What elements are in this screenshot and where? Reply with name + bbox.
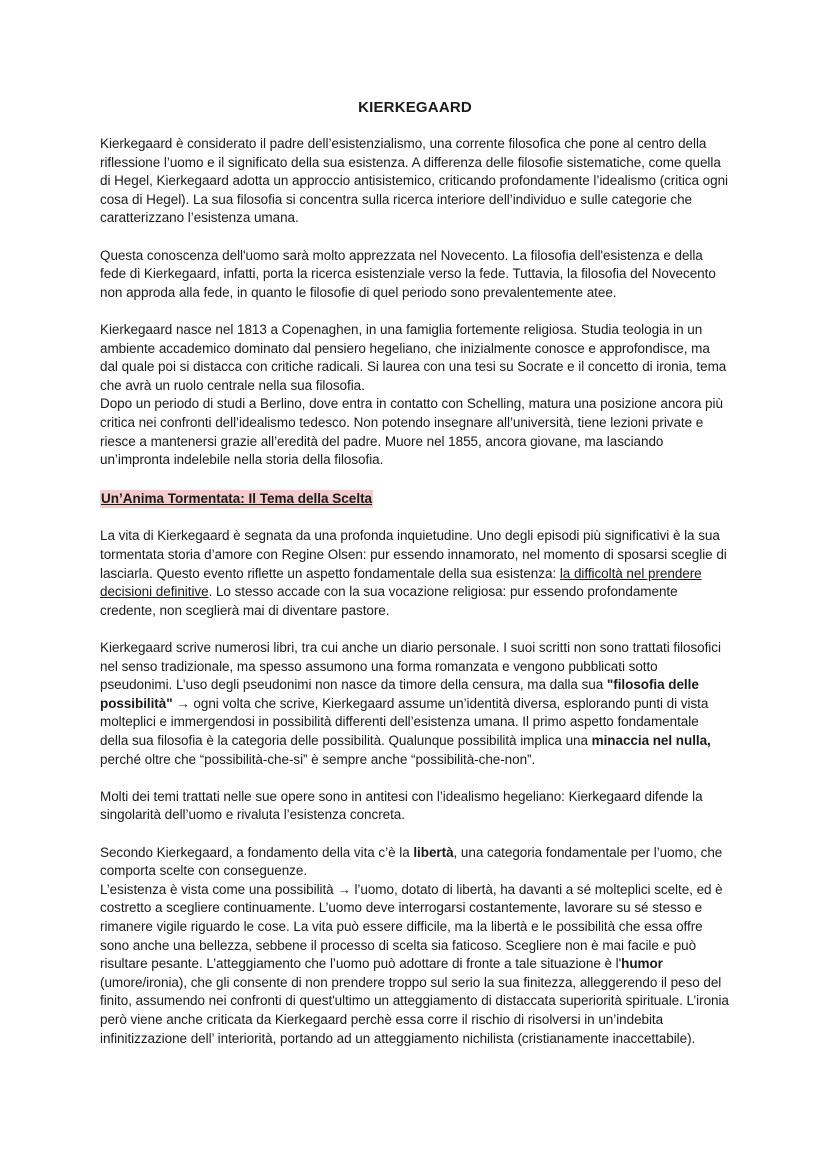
bold-phrase-filosofia-possibilita: "filosofia delle possibilità" bbox=[100, 677, 699, 711]
page-title: KIERKEGAARD bbox=[358, 99, 472, 116]
text-run: Secondo Kierkegaard, a fondamento della vita c’è la bbox=[100, 844, 414, 860]
bold-word-humor: humor bbox=[621, 956, 663, 972]
text-run: , una categoria fondamentale per l’uomo, che comporta scelte con conseguenze. bbox=[100, 844, 723, 879]
paragraph-spacer bbox=[100, 769, 730, 788]
scelta-paragraph-3: Molti dei temi trattati nelle sue opere sono in antitesi con l’idealismo hegeliano: Kierkegaard difende la singolarità dell’uomo e rivaluta l’esistenza concreta. bbox=[100, 788, 703, 823]
paragraph-spacer bbox=[100, 825, 730, 844]
biography-paragraph-2: Dopo un periodo di studi a Berlino, dove entra in contatto con Schelling, matura una posizione ancora più critica nei confronti dell’idealismo tedesco. Non potendo insegnare all’università, tiene lezioni private e riesce a mantenersi grazie all’eredità del padre. Muore nel 1855, ancora giovane, ma lasciando un’impronta indelebile nella storia della filosofia. bbox=[100, 396, 723, 468]
paragraph-spacer bbox=[100, 509, 730, 528]
scelta-paragraph-4 bbox=[100, 844, 730, 881]
paragraph-spacer bbox=[100, 470, 730, 489]
paragraph-spacer bbox=[100, 620, 730, 639]
text-run: La vita di Kierkegaard è segnata da una profonda inquietudine. Uno degli episodi più significativi è la sua tormentata storia d’amore con Regine Olsen: pur essendo innamorato, nel momento di sposarsi sceglie di lasciarla. Questo evento riflette un aspetto fondamentale della sua esistenza: bbox=[100, 528, 727, 581]
text-run: perché oltre che “possibilità-che-si” è sempre anche “possibilità-che-non”. bbox=[100, 751, 536, 767]
paragraph-spacer bbox=[100, 228, 730, 247]
underlined-phrase: la difficoltà nel prendere decisioni definitive bbox=[100, 565, 702, 600]
biography-paragraph-1: Kierkegaard nasce nel 1813 a Copenaghen, in una famiglia fortemente religiosa. Studia teologia in un ambiente accademico dominato dal pensiero hegeliano, che inizialmente conosce e approfondisce, ma dal quale poi si distacca con critiche radicali. Si laurea con una tesi su Socrate e il concetto di ironia, tema che avrà un ruolo centrale nella sua filosofia. bbox=[100, 321, 727, 393]
section-heading: Un’Anima Tormentata: Il Tema della Scelta bbox=[101, 491, 373, 507]
text-run: → ogni volta che scrive, Kierkegaard assume un’identità diversa, esplorando punti di vista molteplici e immergendosi in possibilità differenti dell’esistenza umana. Il primo aspetto fondamentale della sua filosofia è la categoria delle possibilità. Qualunque possibilità implica una bbox=[100, 695, 709, 748]
paragraph-spacer bbox=[100, 302, 730, 321]
text-run: . Lo stesso accade con la sua vocazione religiosa: pur essendo profondamente credente, non sceglierà mai di diventare pastore. bbox=[100, 584, 678, 618]
document-page bbox=[100, 98, 730, 1048]
intro-paragraph: Kierkegaard è considerato il padre dell’esistenzialismo, una corrente filosofica che pone al centro della riflessione l’uomo e il significato della sua esistenza. A differenza delle filosofie sistematiche, come quella di Hegel, Kierkegaard adotta un approccio antisistemico, criticando profondamente l’idealismo (critica ogni cosa di Hegel). La sua filosofia si concentra sulla ricerca interiore dell’individuo e sulle categorie che caratterizzano l’esistenza umana. bbox=[100, 136, 728, 226]
bold-word-liberta: libertà bbox=[413, 844, 454, 860]
text-run: (umore/ironia), che gli consente di non prendere troppo sul serio la sua finitezza, alleggerendo il peso del finito, assumendo nei confronti di quest'ultimo un atteggiamento di distaccata superiorità spirituale. L’ironia però viene anche criticata da Kierkegaard perchè essa corre il rischio di risolversi in un’indebita infinitizzazione dell’ interiorità, portando ad un atteggiamento nichilista (cristianamente inaccettabile). bbox=[100, 974, 729, 1046]
section-heading-wrap bbox=[100, 490, 730, 509]
scelta-paragraph-5 bbox=[100, 881, 730, 1048]
text-run: L’esistenza è vista come una possibilità → l’uomo, dotato di libertà, ha davanti a sé molteplici scelte, ed è costretto a scegliere continuamente. L’uomo deve interrogarsi costantemente, lavorare su sé stesso e rimanere vigile riguardo le cose. La vita può essere difficile, ma la libertà e le possibilità che essa offre sono anche una bellezza, sebbene il processo di scelta sia faticoso. Scegliere non è mai facile e può risultare pesante. L’atteggiamento che l’uomo può adottare di fronte a tale situazione è l' bbox=[100, 881, 723, 972]
novecento-paragraph: Questa conoscenza dell'uomo sarà molto apprezzata nel Novecento. La filosofia dell'esistenza e della fede di Kierkegaard, infatti, porta la ricerca esistenziale verso la fede. Tuttavia, la filosofia del Novecento non approda alla fede, in quanto le filosofie di quel periodo sono prevalentemente atee. bbox=[100, 247, 716, 300]
scelta-paragraph-2 bbox=[100, 639, 730, 769]
bold-phrase-minaccia-nulla: minaccia nel nulla, bbox=[591, 733, 711, 748]
text-run: Kierkegaard scrive numerosi libri, tra cui anche un diario personale. I suoi scritti non sono trattati filosofici nel senso tradizionale, ma spesso assumono una forma romanzata e vengono pubblicati sotto pseudonimi. L’uso degli pseudonimi non nasce da timore della censura, ma dalla sua bbox=[100, 640, 721, 693]
scelta-paragraph-1 bbox=[100, 527, 730, 620]
